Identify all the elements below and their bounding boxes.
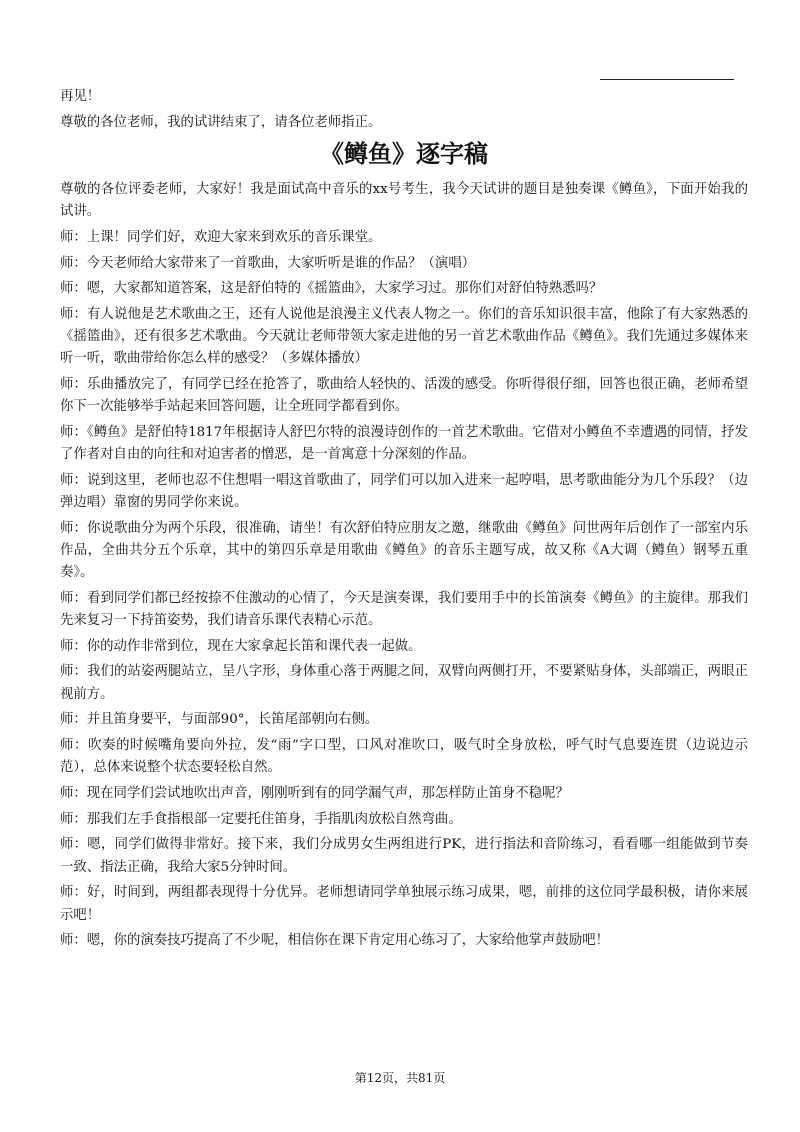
transcript-paragraph: 师：乐曲播放完了，有同学已经在抢答了，歌曲给人轻快的、活泼的感受。你听得很仔细，回答也很正确，老师希望你下一次能够举手站起来回答问题，让全班同学都看到你。 (60, 377, 748, 415)
transcript-paragraph: 尊敬的各位评委老师，大家好！我是面试高中音乐的xx号考生，我今天试讲的题目是独奏课《鳟鱼》，下面开始我的试讲。 (60, 181, 748, 220)
transcript-paragraph: 师：我们的站姿两腿站立，呈八字形，身体重心落于两腿之间，双臂向两侧打开，不要紧贴身体，头部端正，两眼正视前方。 (60, 664, 748, 702)
transcript-paragraph: 师：现在同学们尝试地吹出声音，刚刚听到有的同学漏气声，那怎样防止笛身不稳呢？ (60, 785, 569, 801)
transcript-paragraph: 师：那我们左手食指根部一定要托住笛身，手指肌肉放松自然弯曲。 (60, 811, 462, 827)
transcript-paragraph: 师：说到这里，老师也忍不住想唱一唱这首歌曲了，同学们可以加入进来一起哼唱，思考歌曲能分为几个乐段？（边弹边唱）靠窗的男同学你来说。 (60, 472, 748, 511)
prelude-line: 尊敬的各位老师，我的试讲结束了，请各位老师指正。 (60, 114, 382, 130)
transcript-paragraph: 师：上课！同学们好，欢迎大家来到欢乐的音乐课堂。 (60, 229, 382, 245)
header-rule (600, 79, 734, 80)
prelude-line: 再见！ (60, 89, 101, 104)
page-number-footer: 第12页，共81页 (354, 1071, 446, 1085)
document-title: 《鳟鱼》逐字稿 (320, 139, 488, 168)
transcript-paragraph: 师：吹奏的时候嘴角要向外拉，发“雨”字口型，口风对准吹口，吸气时全身放松，呼气时气息要连贯（边说边示范），总体来说整个状态要轻松自然。 (60, 738, 748, 776)
transcript-paragraph: 师：你说歌曲分为两个乐段，很准确，请坐！有次舒伯特应朋友之邀，继歌曲《鳟鱼》问世两年后创作了一部室内乐作品，全曲共分五个乐章，其中的第四乐章是用歌曲《鳟鱼》的音乐主题写成，故又称《A大调（鳟鱼）钢琴五重奏》。 (60, 520, 748, 581)
transcript-paragraph: 师：今天老师给大家带来了一首歌曲，大家听听是谁的作品？（演唱） (60, 255, 476, 271)
transcript-paragraph: 师：《鳟鱼》是舒伯特1817年根据诗人舒巴尔特的浪漫诗创作的一首艺术歌曲。它借对小鳟鱼不幸遭遇的同情，抒发了作者对自由的向往和对迫害者的憎恶，是一首寓意十分深刻的作品。 (60, 424, 748, 463)
transcript-paragraph: 师：好，时间到，两组都表现得十分优异。老师想请同学单独展示练习成果，嗯，前排的这位同学最积极，请你来展示吧！ (60, 885, 748, 923)
transcript-paragraph: 师：嗯，大家都知道答案，这是舒伯特的《摇篮曲》，大家学习过。那你们对舒伯特熟悉吗？ (60, 281, 603, 297)
transcript-paragraph: 师：你的动作非常到位，现在大家拿起长笛和课代表一起做。 (60, 638, 422, 654)
transcript-paragraphs (60, 179, 748, 953)
transcript-paragraph: 师：嗯，同学们做得非常好。接下来，我们分成男女生两组进行PK，进行指法和音阶练习，看看哪一组能做到节奏一致、指法正确，我给大家5分钟时间。 (60, 837, 748, 875)
transcript-paragraph: 师：嗯，你的演奏技巧提高了不少呢，相信你在课下肯定用心练习了，大家给他掌声鼓励吧！ (60, 933, 610, 949)
transcript-paragraph: 师：看到同学们都已经按捺不住激动的心情了，今天是演奏课，我们要用手中的长笛演奏《鳟鱼》的主旋律。那我们先来复习一下持笛姿势，我们请音乐课代表精心示范。 (60, 590, 748, 629)
transcript-paragraph: 师：并且笛身要平，与面部90°，长笛尾部朝向右侧。 (60, 712, 379, 728)
document-body (60, 86, 748, 956)
transcript-paragraph: 师：有人说他是艺术歌曲之王，还有人说他是浪漫主义代表人物之一。你们的音乐知识很丰富，他除了有大家熟悉的《摇篮曲》，还有很多艺术歌曲。今天就让老师带领大家走进他的另一首艺术歌曲作品《鳟鱼》。我们先通过多媒体来听一听，歌曲带给你怎么样的感受？（多媒体播放） (60, 306, 748, 367)
